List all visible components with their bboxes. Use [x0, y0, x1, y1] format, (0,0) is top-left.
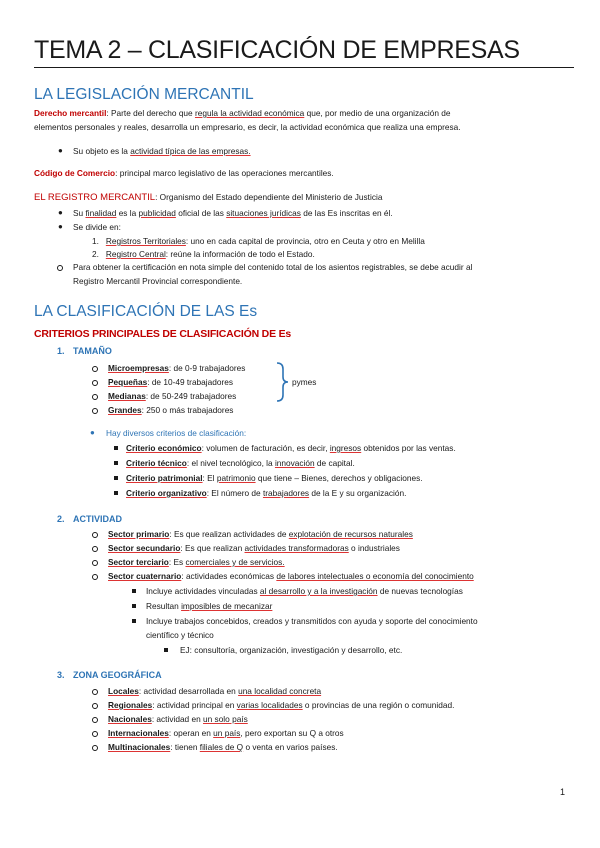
list-number: 1.	[57, 346, 65, 356]
certificacion-line2: Registro Mercantil Provincial correspondiente.	[73, 276, 243, 286]
divide-line: Se divide en:	[73, 222, 121, 232]
list-item	[108, 405, 233, 416]
text: : Parte del derecho que	[106, 108, 195, 118]
underlined-text: Pequeñas	[108, 377, 148, 387]
text: : de 0-9 trabajadores	[168, 363, 246, 373]
text: : Organismo del Estado dependiente del Ministerio de Justicia	[155, 192, 383, 202]
diversos-line: Hay diversos criterios de clasificación:	[106, 428, 247, 438]
underlined-text: una localidad concreta	[238, 686, 322, 696]
underlined-text: publicidad	[138, 208, 176, 218]
underlined-text: patrimonio	[216, 473, 256, 483]
hollow-bullet-icon	[92, 532, 98, 538]
underlined-text: varias localidades	[236, 700, 303, 710]
square-bullet-icon	[132, 589, 136, 593]
underlined-text: Criterio económico	[126, 443, 202, 453]
text: o industriales	[348, 543, 400, 553]
hollow-bullet-icon	[92, 366, 98, 372]
hollow-bullet-icon	[92, 703, 98, 709]
underlined-text: Sector terciario	[108, 557, 169, 567]
section-heading-legislacion: LA LEGISLACIÓN MERCANTIL	[34, 86, 254, 103]
criterios-heading: CRITERIOS PRINCIPALES DE CLASIFICACIÓN DE Es	[34, 328, 292, 340]
list-item	[126, 488, 406, 499]
zona-heading	[57, 670, 162, 680]
underlined-text: innovación	[274, 458, 315, 468]
codigo-comercio-line	[34, 168, 334, 179]
registro-central-line	[92, 249, 315, 260]
square-bullet-icon	[114, 491, 118, 495]
square-bullet-icon	[114, 446, 118, 450]
list-item	[108, 557, 285, 568]
hollow-bullet-icon	[92, 546, 98, 552]
derecho-mercantil-line2: elementos personales y reales, desarrolla un empresario, es decir, la actividad económica que realiza una empresa.	[34, 122, 461, 132]
underlined-text: Criterio organizativo	[126, 488, 207, 498]
text: obtenidos por las ventas.	[361, 443, 456, 453]
heading-label: ACTIVIDAD	[73, 514, 122, 524]
text: que, por medio de una organización de	[304, 108, 451, 118]
list-item	[146, 586, 463, 597]
hollow-bullet-icon	[92, 574, 98, 580]
text: de la E y su organización.	[309, 488, 407, 498]
text: que tiene – Bienes, derechos y obligaciones.	[255, 473, 423, 483]
list-item-line2: científico y técnico	[146, 630, 214, 640]
bullet-icon: ●	[58, 222, 63, 231]
text: Su objeto es la	[73, 146, 131, 156]
text: Su	[73, 208, 86, 218]
text: : de 10-49 trabajadores	[147, 377, 233, 387]
bullet-icon: ●	[90, 428, 95, 437]
list-item	[108, 728, 344, 739]
underlined-text: filiales de Q	[199, 742, 244, 752]
text: : actividad en	[151, 714, 204, 724]
tamano-heading	[57, 346, 112, 356]
list-item	[108, 571, 474, 582]
finalidad-line	[73, 208, 393, 219]
underlined-text: Registros Territoriales	[105, 236, 186, 246]
heading-label: ZONA GEOGRÁFICA	[73, 670, 162, 680]
underlined-text: al desarrollo y a la investigación	[259, 586, 378, 596]
underlined-text: situaciones jurídicas	[226, 208, 301, 218]
list-item	[108, 377, 233, 388]
hollow-bullet-icon	[92, 380, 98, 386]
underlined-text: imposibles de mecanizar	[181, 601, 273, 611]
list-item-line1: Incluye trabajos concebidos, creados y transmitidos con ayuda y soporte del conocimiento	[146, 616, 478, 626]
text: : de 50-249 trabajadores	[145, 391, 237, 401]
registro-territoriales-line	[92, 236, 425, 247]
underlined-text: Criterio patrimonial	[126, 473, 203, 483]
underlined-text: de labores intelectuales o economía del conocimiento	[276, 571, 474, 581]
actividad-heading	[57, 514, 122, 524]
text: : volumen de facturación, es decir,	[201, 443, 330, 453]
hollow-bullet-icon	[92, 560, 98, 566]
underlined-text: Sector secundario	[108, 543, 181, 553]
text: de nuevas tecnologías	[377, 586, 463, 596]
registro-mercantil-line	[34, 192, 382, 203]
underlined-text: Multinacionales	[108, 742, 171, 752]
list-item	[108, 700, 454, 711]
certificacion-line1: Para obtener la certificación en nota simple del contenido total de los asientos registrables, se debe acudir al	[73, 262, 473, 272]
underlined-text: Grandes	[108, 405, 142, 415]
derecho-mercantil-paragraph	[34, 108, 451, 119]
codigo-label: Código de Comercio	[34, 168, 116, 178]
page-title: TEMA 2 – CLASIFICACIÓN DE EMPRESAS	[34, 36, 574, 68]
list-item	[126, 443, 456, 454]
text: : actividad principal en	[152, 700, 237, 710]
square-bullet-icon	[114, 461, 118, 465]
list-item	[108, 391, 236, 402]
underlined-text: Locales	[108, 686, 139, 696]
hollow-bullet-icon	[92, 731, 98, 737]
underlined-text: explotación de recursos naturales	[288, 529, 413, 539]
brace-icon	[275, 362, 289, 402]
page-number: 1	[560, 787, 566, 797]
text: : El	[202, 473, 217, 483]
list-item	[146, 601, 272, 612]
underlined-text: Registro Central	[105, 249, 166, 259]
underlined-text: Regionales	[108, 700, 153, 710]
bullet-icon: ●	[58, 146, 63, 155]
underlined-text: Medianas	[108, 391, 146, 401]
text: Incluye actividades vinculadas	[146, 586, 260, 596]
text: : principal marco legislativo de las operaciones mercantiles.	[115, 168, 334, 178]
list-item	[108, 543, 400, 554]
underlined-text: Criterio técnico	[126, 458, 187, 468]
underlined-text: regula la actividad económica	[194, 108, 305, 118]
hollow-bullet-icon	[92, 745, 98, 751]
text: : Es	[168, 557, 186, 567]
underlined-text: Microempresas	[108, 363, 169, 373]
underlined-text: actividad típica de las empresas.	[130, 146, 251, 156]
hollow-bullet-icon	[92, 689, 98, 695]
list-item	[108, 686, 321, 697]
list-item	[126, 458, 355, 469]
underlined-text: ingresos	[329, 443, 362, 453]
text: de las Es inscritas en él.	[300, 208, 393, 218]
heading-label: TAMAÑO	[73, 346, 112, 356]
text: , pero exportan su Q a otros	[240, 728, 344, 738]
hollow-bullet-icon	[57, 265, 63, 271]
objeto-line	[73, 146, 251, 157]
registro-label: EL REGISTRO MERCANTIL	[34, 192, 156, 203]
text: : operan en	[168, 728, 214, 738]
text: : reúne la información de todo el Estado.	[165, 249, 315, 259]
list-number: 3.	[57, 670, 65, 680]
text: es la	[116, 208, 139, 218]
derecho-mercantil-label: Derecho mercantil	[34, 108, 107, 118]
hollow-bullet-icon	[92, 717, 98, 723]
square-bullet-icon	[132, 604, 136, 608]
underlined-text: finalidad	[85, 208, 117, 218]
text: : actividades económicas	[181, 571, 277, 581]
text: : 250 o más trabajadores	[141, 405, 234, 415]
underlined-text: trabajadores	[262, 488, 310, 498]
underlined-text: Sector cuaternario	[108, 571, 182, 581]
list-number: 2.	[92, 249, 99, 259]
text: oficial de las	[175, 208, 227, 218]
list-number: 2.	[57, 514, 65, 524]
list-item	[126, 473, 423, 484]
text: : actividad desarrollada en	[138, 686, 239, 696]
text: de capital.	[314, 458, 355, 468]
text: : Es que realizan actividades de	[169, 529, 289, 539]
pymes-label: pymes	[292, 377, 317, 387]
underlined-text: un solo país	[203, 714, 248, 724]
underlined-text: Nacionales	[108, 714, 152, 724]
underlined-text: Sector primario	[108, 529, 170, 539]
text: : Es que realizan	[180, 543, 245, 553]
text: : El número de	[206, 488, 263, 498]
underlined-text: actividades transformadoras	[244, 543, 349, 553]
square-bullet-icon	[164, 648, 168, 652]
hollow-bullet-icon	[92, 408, 98, 414]
example-line: EJ: consultoría, organización, investigación y desarrollo, etc.	[180, 645, 403, 655]
list-item	[108, 529, 413, 540]
text: o provincias de una región o comunidad.	[302, 700, 455, 710]
list-item	[108, 742, 338, 753]
list-item	[108, 363, 245, 374]
square-bullet-icon	[132, 619, 136, 623]
section-heading-clasificacion: LA CLASIFICACIÓN DE LAS Es	[34, 303, 258, 320]
hollow-bullet-icon	[92, 394, 98, 400]
text: o venta en varios países.	[243, 742, 338, 752]
text: Resultan	[146, 601, 182, 611]
text: : el nivel tecnológico, la	[186, 458, 275, 468]
text: : tienen	[170, 742, 200, 752]
list-item	[108, 714, 248, 725]
bullet-icon: ●	[58, 208, 63, 217]
text: : uno en cada capital de provincia, otro en Ceuta y otro en Melilla	[185, 236, 425, 246]
underlined-text: un país	[213, 728, 241, 738]
square-bullet-icon	[114, 476, 118, 480]
underlined-text: Internacionales	[108, 728, 169, 738]
list-number: 1.	[92, 236, 99, 246]
underlined-text: comerciales y de servicios.	[185, 557, 285, 567]
